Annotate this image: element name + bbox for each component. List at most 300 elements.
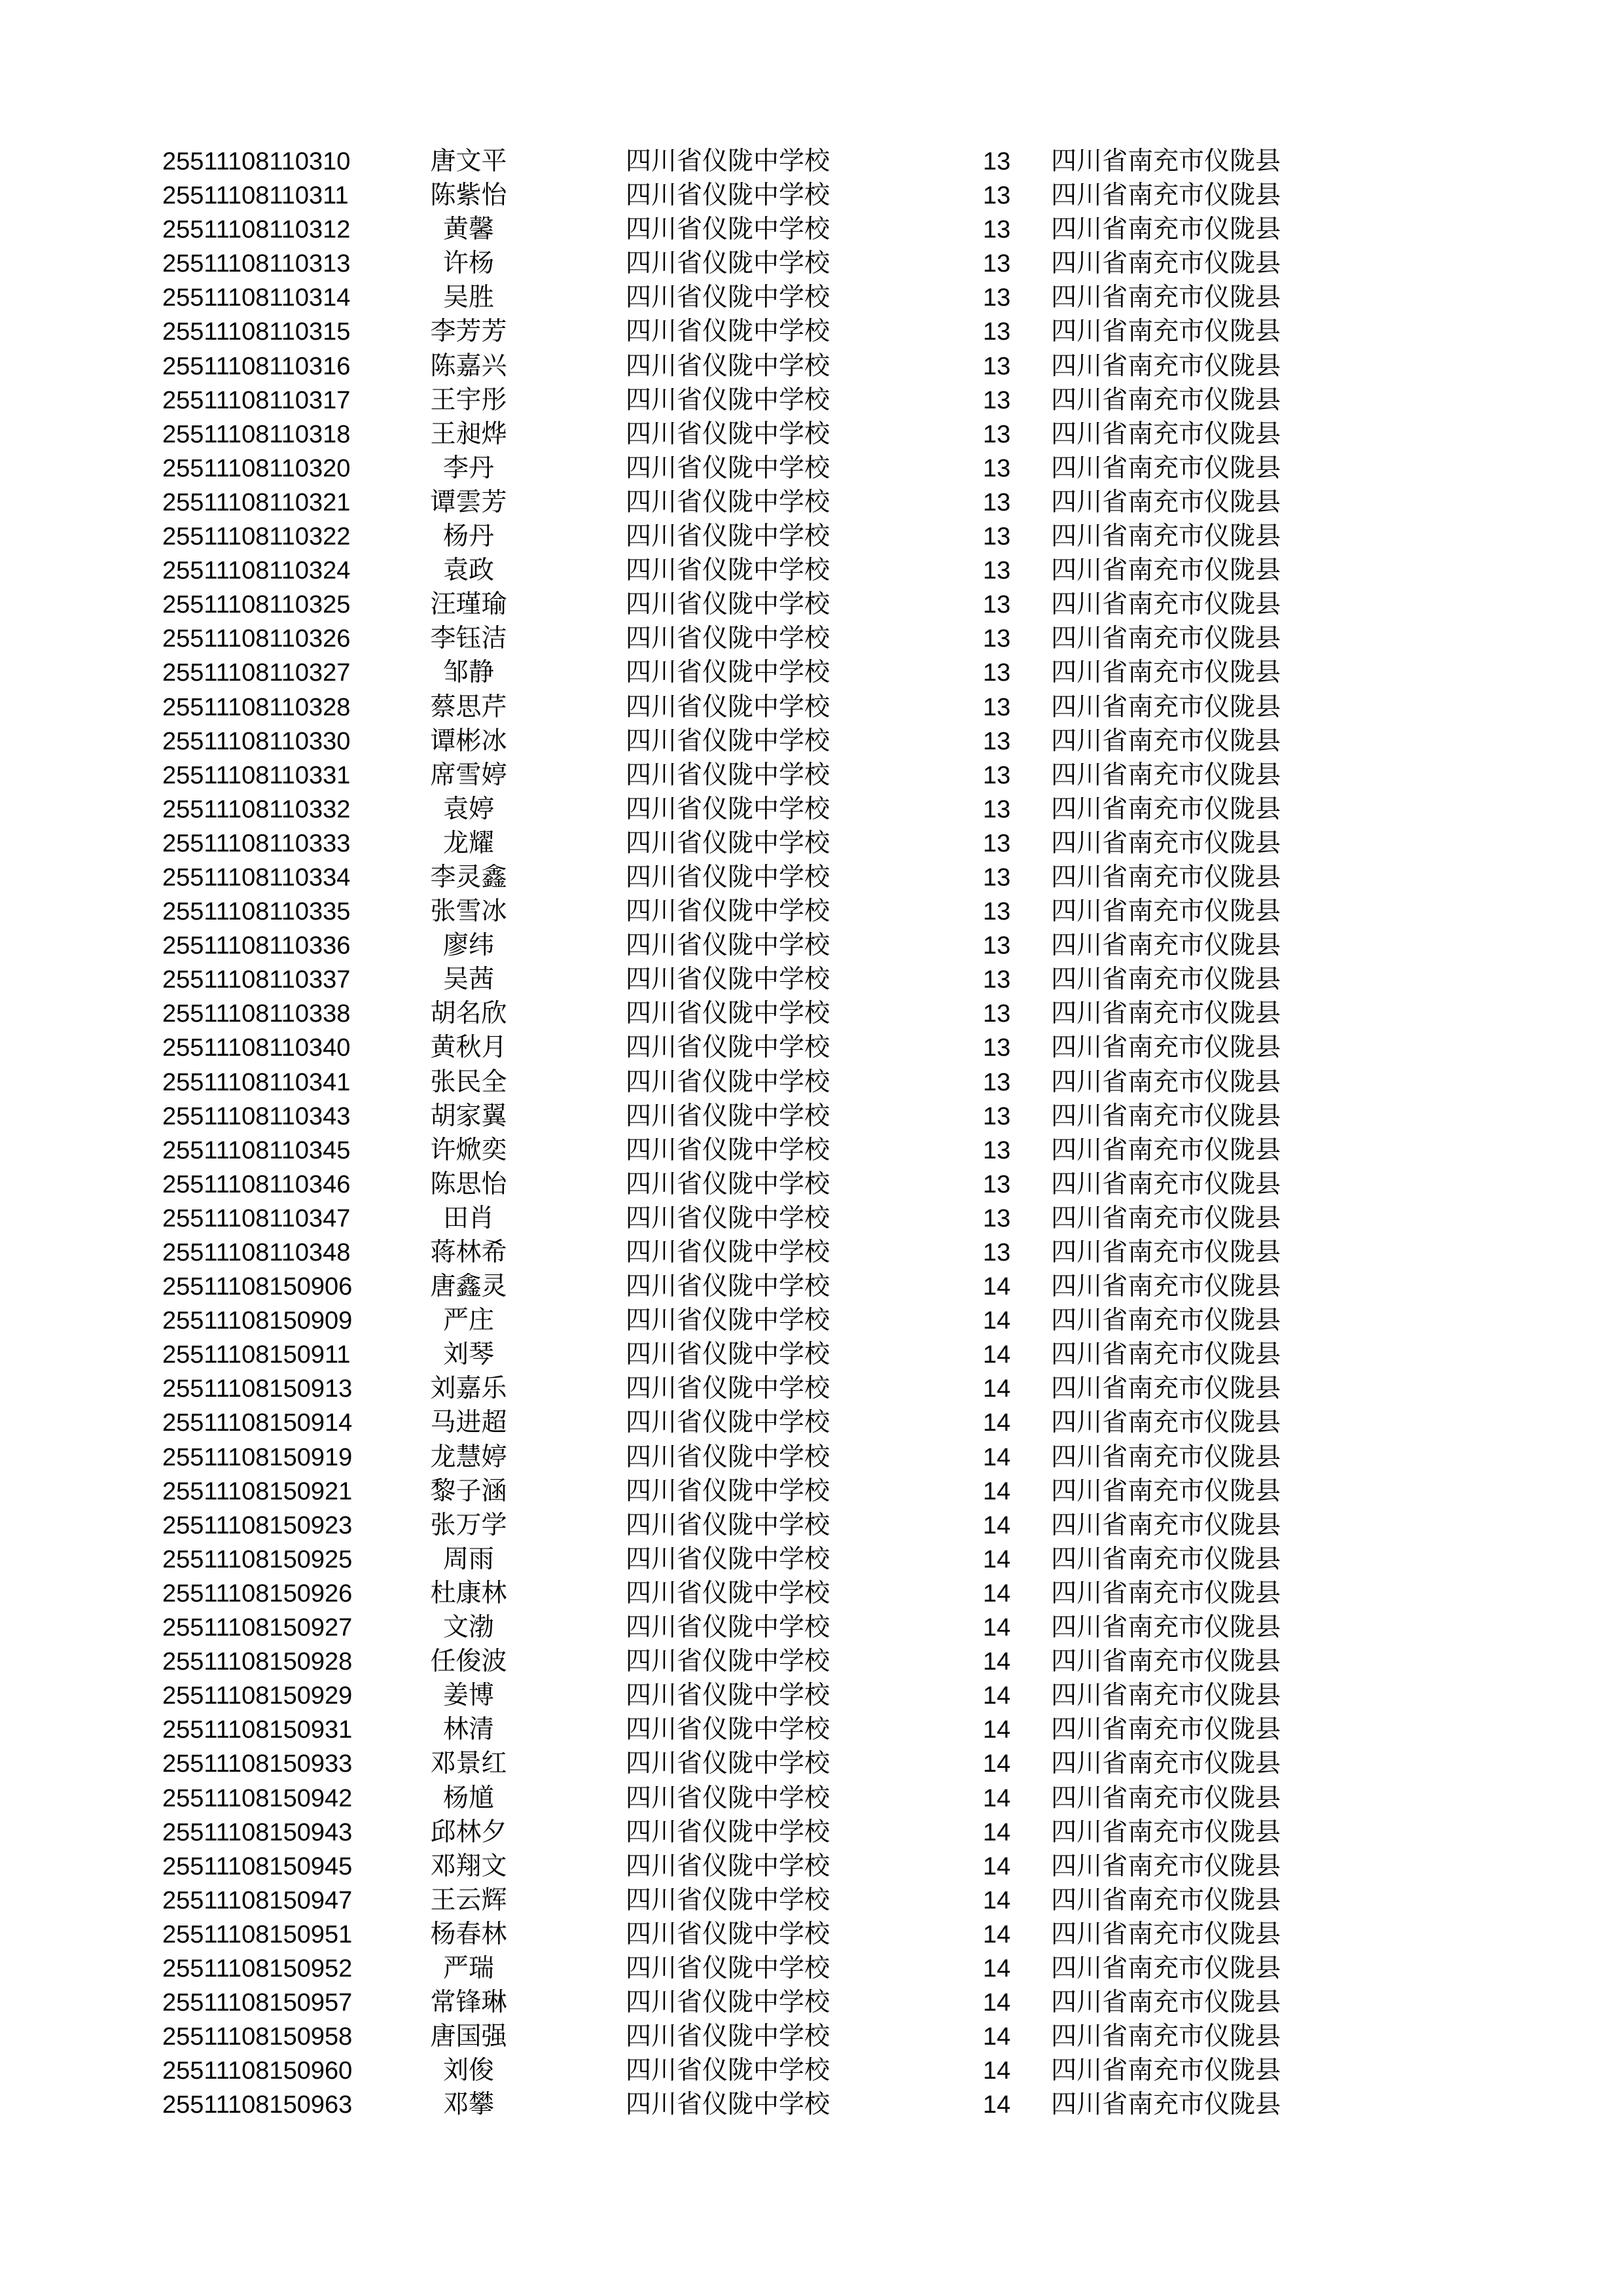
table-row	[162, 622, 1327, 656]
student-name-cell: 周雨	[442, 1544, 494, 1574]
region-cell: 四川省南充市仪陇县	[1051, 1681, 1281, 1711]
school-cell: 四川省仪陇中学校	[626, 2056, 830, 2086]
student-name-cell: 席雪婷	[430, 760, 507, 790]
student-name-cell: 蔡思芹	[430, 692, 507, 722]
student-name-cell: 李丹	[442, 453, 494, 483]
class-number-cell: 13	[982, 727, 1011, 755]
student-name-cell: 谭彬冰	[430, 726, 507, 756]
school-cell: 四川省仪陇中学校	[626, 897, 830, 927]
region-cell: 四川省南充市仪陇县	[1051, 1169, 1281, 1199]
student-name-cell: 张雪冰	[430, 897, 507, 927]
student-id-cell: 25511108110328	[162, 693, 351, 721]
region-cell: 四川省南充市仪陇县	[1051, 1851, 1281, 1881]
school-cell: 四川省仪陇中学校	[626, 215, 830, 245]
region-cell: 四川省南充市仪陇县	[1051, 249, 1281, 279]
region-cell: 四川省南充市仪陇县	[1051, 931, 1281, 961]
region-cell: 四川省南充市仪陇县	[1051, 999, 1281, 1029]
table-row	[162, 963, 1327, 997]
student-id-cell: 25511108110314	[162, 284, 351, 312]
student-name-cell: 张民全	[430, 1067, 507, 1097]
table-row	[162, 554, 1327, 588]
class-number-cell: 14	[982, 1341, 1011, 1369]
region-cell: 四川省南充市仪陇县	[1051, 1783, 1281, 1813]
student-name-cell: 任俊波	[430, 1647, 507, 1677]
region-cell: 四川省南充市仪陇县	[1051, 453, 1281, 483]
table-row	[162, 827, 1327, 861]
region-cell: 四川省南充市仪陇县	[1051, 181, 1281, 211]
student-id-cell: 25511108150927	[162, 1614, 353, 1642]
class-number-cell: 13	[982, 932, 1011, 960]
table-row	[162, 1747, 1327, 1781]
school-cell: 四川省仪陇中学校	[626, 794, 830, 824]
student-name-cell: 田肖	[442, 1203, 494, 1233]
student-name-cell: 杨丹	[442, 522, 494, 552]
table-row	[162, 1406, 1327, 1440]
student-name-cell: 常锋琳	[430, 1988, 507, 2018]
student-name-cell: 刘俊	[442, 2056, 494, 2086]
class-number-cell: 14	[982, 1886, 1011, 1914]
student-id-cell: 25511108110345	[162, 1136, 351, 1164]
class-number-cell: 13	[982, 659, 1011, 687]
class-number-cell: 13	[982, 898, 1011, 926]
table-row	[162, 1918, 1327, 1952]
school-cell: 四川省仪陇中学校	[626, 1306, 830, 1336]
student-id-cell: 25511108110326	[162, 625, 351, 653]
student-id-cell: 25511108150923	[162, 1511, 353, 1539]
student-id-cell: 25511108150933	[162, 1750, 353, 1778]
student-id-cell: 25511108110343	[162, 1102, 351, 1130]
student-name-cell: 杜康林	[430, 1578, 507, 1608]
student-name-cell: 廖纬	[442, 931, 494, 961]
table-row	[162, 929, 1327, 963]
table-row	[162, 1066, 1327, 1100]
class-number-cell: 13	[982, 523, 1011, 551]
class-number-cell: 13	[982, 386, 1011, 414]
class-number-cell: 13	[982, 352, 1011, 380]
student-name-cell: 刘嘉乐	[430, 1374, 507, 1404]
student-name-cell: 王云辉	[430, 1885, 507, 1915]
class-number-cell: 13	[982, 420, 1011, 448]
class-number-cell: 14	[982, 1818, 1011, 1846]
school-cell: 四川省仪陇中学校	[626, 1578, 830, 1608]
student-id-cell: 25511108150963	[162, 2091, 353, 2119]
student-name-cell: 邓翔文	[430, 1851, 507, 1881]
table-row	[162, 145, 1327, 179]
school-cell: 四川省仪陇中学校	[626, 931, 830, 961]
school-cell: 四川省仪陇中学校	[626, 1340, 830, 1370]
table-row	[162, 793, 1327, 827]
student-name-cell: 王昶烨	[430, 419, 507, 449]
class-number-cell: 14	[982, 1716, 1011, 1744]
school-cell: 四川省仪陇中学校	[626, 658, 830, 688]
class-number-cell: 14	[982, 1307, 1011, 1335]
student-id-cell: 25511108150909	[162, 1307, 353, 1335]
school-cell: 四川省仪陇中学校	[626, 1238, 830, 1267]
class-number-cell: 13	[982, 1204, 1011, 1232]
region-cell: 四川省南充市仪陇县	[1051, 1613, 1281, 1643]
region-cell: 四川省南充市仪陇县	[1051, 658, 1281, 688]
student-name-cell: 李灵鑫	[430, 862, 507, 892]
student-name-cell: 邓景红	[430, 1749, 507, 1779]
school-cell: 四川省仪陇中学校	[626, 1988, 830, 2018]
class-number-cell: 13	[982, 795, 1011, 823]
school-cell: 四川省仪陇中学校	[626, 1169, 830, 1199]
student-id-cell: 25511108110341	[162, 1068, 351, 1096]
school-cell: 四川省仪陇中学校	[626, 828, 830, 858]
class-number-cell: 13	[982, 557, 1011, 585]
table-row	[162, 1509, 1327, 1543]
student-name-cell: 严庄	[442, 1306, 494, 1336]
student-id-cell: 25511108110315	[162, 318, 351, 346]
class-number-cell: 13	[982, 761, 1011, 789]
student-id-cell: 25511108150958	[162, 2023, 353, 2051]
class-number-cell: 13	[982, 1102, 1011, 1130]
class-number-cell: 14	[982, 2057, 1011, 2085]
region-cell: 四川省南充市仪陇县	[1051, 1578, 1281, 1608]
student-id-cell: 25511108110336	[162, 932, 351, 960]
class-number-cell: 13	[982, 1034, 1011, 1062]
region-cell: 四川省南充市仪陇县	[1051, 215, 1281, 245]
student-name-cell: 汪瑾瑜	[430, 590, 507, 620]
region-cell: 四川省南充市仪陇县	[1051, 760, 1281, 790]
school-cell: 四川省仪陇中学校	[626, 1613, 830, 1643]
class-number-cell: 14	[982, 1750, 1011, 1778]
region-cell: 四川省南充市仪陇县	[1051, 1647, 1281, 1677]
region-cell: 四川省南充市仪陇县	[1051, 1067, 1281, 1097]
student-id-cell: 25511108110335	[162, 898, 351, 926]
student-id-cell: 25511108150925	[162, 1545, 353, 1573]
student-name-cell: 黄秋月	[430, 1033, 507, 1063]
class-number-cell: 14	[982, 1579, 1011, 1607]
student-name-cell: 严瑞	[442, 1953, 494, 1983]
school-cell: 四川省仪陇中学校	[626, 385, 830, 415]
student-name-cell: 林清	[442, 1715, 494, 1745]
school-cell: 四川省仪陇中学校	[626, 1067, 830, 1097]
student-name-cell: 杨春林	[430, 1919, 507, 1949]
class-number-cell: 13	[982, 829, 1011, 857]
table-row	[162, 656, 1327, 690]
student-id-cell: 25511108110338	[162, 1000, 351, 1028]
school-cell: 四川省仪陇中学校	[626, 2090, 830, 2120]
table-row	[162, 1645, 1327, 1679]
region-cell: 四川省南充市仪陇县	[1051, 1033, 1281, 1063]
student-name-cell: 姜博	[442, 1681, 494, 1711]
student-name-cell: 许焮奕	[430, 1135, 507, 1165]
student-id-cell: 25511108110310	[162, 148, 351, 175]
student-id-cell: 25511108110337	[162, 966, 351, 994]
school-cell: 四川省仪陇中学校	[626, 1476, 830, 1506]
school-cell: 四川省仪陇中学校	[626, 1033, 830, 1063]
table-row	[162, 1611, 1327, 1645]
student-id-cell: 25511108110327	[162, 659, 351, 687]
school-cell: 四川省仪陇中学校	[626, 1783, 830, 1813]
class-number-cell: 13	[982, 625, 1011, 653]
region-cell: 四川省南充市仪陇县	[1051, 1544, 1281, 1574]
class-number-cell: 13	[982, 284, 1011, 312]
student-id-cell: 25511108110325	[162, 591, 351, 619]
school-cell: 四川省仪陇中学校	[626, 862, 830, 892]
school-cell: 四川省仪陇中学校	[626, 1203, 830, 1233]
school-cell: 四川省仪陇中学校	[626, 1851, 830, 1881]
class-number-cell: 14	[982, 1784, 1011, 1812]
student-id-cell: 25511108150931	[162, 1716, 353, 1744]
class-number-cell: 14	[982, 1648, 1011, 1676]
table-row	[162, 1713, 1327, 1747]
school-cell: 四川省仪陇中学校	[626, 2022, 830, 2052]
table-row	[162, 2054, 1327, 2088]
class-number-cell: 13	[982, 591, 1011, 619]
school-cell: 四川省仪陇中学校	[626, 317, 830, 347]
table-row	[162, 350, 1327, 384]
student-name-cell: 唐文平	[430, 147, 507, 176]
table-row	[162, 1986, 1327, 2020]
region-cell: 四川省南充市仪陇县	[1051, 1442, 1281, 1472]
student-name-cell: 杨馗	[442, 1783, 494, 1813]
student-name-cell: 陈嘉兴	[430, 351, 507, 381]
class-number-cell: 13	[982, 216, 1011, 244]
class-number-cell: 13	[982, 693, 1011, 721]
region-cell: 四川省南充市仪陇县	[1051, 1953, 1281, 1983]
student-name-cell: 龙耀	[442, 828, 494, 858]
student-name-cell: 黄馨	[442, 215, 494, 245]
region-cell: 四川省南充市仪陇县	[1051, 1408, 1281, 1438]
school-cell: 四川省仪陇中学校	[626, 1953, 830, 1983]
student-name-cell: 王宇彤	[430, 385, 507, 415]
table-row	[162, 1952, 1327, 1986]
student-name-cell: 吴胜	[442, 283, 494, 313]
student-name-cell: 袁政	[442, 556, 494, 586]
class-number-cell: 13	[982, 488, 1011, 516]
class-number-cell: 13	[982, 1170, 1011, 1198]
student-name-cell: 李芳芳	[430, 317, 507, 347]
school-cell: 四川省仪陇中学校	[626, 590, 830, 620]
student-id-cell: 25511108150914	[162, 1409, 353, 1437]
school-cell: 四川省仪陇中学校	[626, 726, 830, 756]
region-cell: 四川省南充市仪陇县	[1051, 1340, 1281, 1370]
region-cell: 四川省南充市仪陇县	[1051, 1306, 1281, 1336]
student-name-cell: 吴茜	[442, 965, 494, 995]
student-name-cell: 龙慧婷	[430, 1442, 507, 1472]
student-name-cell: 蒋林希	[430, 1238, 507, 1267]
school-cell: 四川省仪陇中学校	[626, 760, 830, 790]
student-name-cell: 张万学	[430, 1510, 507, 1540]
table-row	[162, 861, 1327, 895]
class-number-cell: 14	[982, 1545, 1011, 1573]
class-number-cell: 13	[982, 966, 1011, 994]
region-cell: 四川省南充市仪陇县	[1051, 2022, 1281, 2052]
region-cell: 四川省南充市仪陇县	[1051, 556, 1281, 586]
school-cell: 四川省仪陇中学校	[626, 1681, 830, 1711]
student-id-cell: 25511108110311	[162, 182, 349, 210]
school-cell: 四川省仪陇中学校	[626, 283, 830, 313]
student-name-cell: 胡名欣	[430, 999, 507, 1029]
student-id-cell: 25511108150913	[162, 1375, 353, 1403]
class-number-cell: 14	[982, 1477, 1011, 1505]
table-row	[162, 2020, 1327, 2054]
region-cell: 四川省南充市仪陇县	[1051, 419, 1281, 449]
table-row	[162, 1134, 1327, 1168]
student-id-cell: 25511108110321	[162, 488, 351, 516]
class-number-cell: 13	[982, 318, 1011, 346]
table-row	[162, 1543, 1327, 1577]
student-id-cell: 25511108150943	[162, 1818, 353, 1846]
class-number-cell: 14	[982, 1954, 1011, 1982]
region-cell: 四川省南充市仪陇县	[1051, 624, 1281, 654]
student-name-cell: 陈思怡	[430, 1169, 507, 1199]
student-id-cell: 25511108110320	[162, 454, 351, 482]
school-cell: 四川省仪陇中学校	[626, 1749, 830, 1779]
region-cell: 四川省南充市仪陇县	[1051, 1101, 1281, 1131]
student-name-cell: 刘琴	[442, 1340, 494, 1370]
table-row	[162, 1475, 1327, 1509]
school-cell: 四川省仪陇中学校	[626, 1408, 830, 1438]
student-id-cell: 25511108150929	[162, 1682, 353, 1710]
region-cell: 四川省南充市仪陇县	[1051, 1715, 1281, 1745]
table-row	[162, 486, 1327, 520]
student-id-cell: 25511108150919	[162, 1443, 353, 1471]
student-id-cell: 25511108150947	[162, 1886, 353, 1914]
table-row	[162, 691, 1327, 725]
school-cell: 四川省仪陇中学校	[626, 147, 830, 176]
student-name-cell: 胡家翼	[430, 1101, 507, 1131]
student-id-cell: 25511108150945	[162, 1852, 353, 1880]
school-cell: 四川省仪陇中学校	[626, 1442, 830, 1472]
region-cell: 四川省南充市仪陇县	[1051, 1749, 1281, 1779]
student-id-cell: 25511108110333	[162, 829, 351, 857]
student-id-cell: 25511108150911	[162, 1341, 351, 1369]
student-list-table	[162, 145, 1327, 2122]
student-id-cell: 25511108110348	[162, 1239, 351, 1266]
student-id-cell: 25511108110316	[162, 352, 351, 380]
class-number-cell: 14	[982, 1273, 1011, 1301]
table-row	[162, 1884, 1327, 1918]
class-number-cell: 14	[982, 1443, 1011, 1471]
region-cell: 四川省南充市仪陇县	[1051, 351, 1281, 381]
region-cell: 四川省南充市仪陇县	[1051, 1919, 1281, 1949]
school-cell: 四川省仪陇中学校	[626, 181, 830, 211]
table-row	[162, 213, 1327, 247]
table-row	[162, 1031, 1327, 1065]
region-cell: 四川省南充市仪陇县	[1051, 862, 1281, 892]
region-cell: 四川省南充市仪陇县	[1051, 487, 1281, 517]
class-number-cell: 13	[982, 1000, 1011, 1028]
student-id-cell: 25511108110347	[162, 1204, 351, 1232]
table-row	[162, 281, 1327, 315]
school-cell: 四川省仪陇中学校	[626, 999, 830, 1029]
region-cell: 四川省南充市仪陇县	[1051, 385, 1281, 415]
class-number-cell: 13	[982, 182, 1011, 210]
student-name-cell: 邓攀	[442, 2090, 494, 2120]
school-cell: 四川省仪陇中学校	[626, 487, 830, 517]
region-cell: 四川省南充市仪陇县	[1051, 794, 1281, 824]
table-row	[162, 1338, 1327, 1372]
table-row	[162, 725, 1327, 759]
student-id-cell: 25511108150960	[162, 2057, 353, 2085]
school-cell: 四川省仪陇中学校	[626, 1919, 830, 1949]
school-cell: 四川省仪陇中学校	[626, 522, 830, 552]
student-name-cell: 许杨	[442, 249, 494, 279]
student-name-cell: 马进超	[430, 1408, 507, 1438]
class-number-cell: 13	[982, 863, 1011, 891]
school-cell: 四川省仪陇中学校	[626, 1135, 830, 1165]
school-cell: 四川省仪陇中学校	[626, 1647, 830, 1677]
table-row	[162, 247, 1327, 281]
table-row	[162, 1850, 1327, 1884]
table-row	[162, 1304, 1327, 1338]
school-cell: 四川省仪陇中学校	[626, 624, 830, 654]
class-number-cell: 14	[982, 1682, 1011, 1710]
region-cell: 四川省南充市仪陇县	[1051, 1238, 1281, 1267]
table-row	[162, 452, 1327, 486]
school-cell: 四川省仪陇中学校	[626, 556, 830, 586]
student-id-cell: 25511108150906	[162, 1273, 353, 1301]
class-number-cell: 13	[982, 1239, 1011, 1266]
school-cell: 四川省仪陇中学校	[626, 1374, 830, 1404]
student-name-cell: 袁婷	[442, 794, 494, 824]
student-id-cell: 25511108110313	[162, 250, 351, 278]
school-cell: 四川省仪陇中学校	[626, 419, 830, 449]
student-id-cell: 25511108110346	[162, 1170, 351, 1198]
region-cell: 四川省南充市仪陇县	[1051, 828, 1281, 858]
region-cell: 四川省南充市仪陇县	[1051, 897, 1281, 927]
table-row	[162, 2088, 1327, 2122]
school-cell: 四川省仪陇中学校	[626, 1817, 830, 1847]
region-cell: 四川省南充市仪陇县	[1051, 147, 1281, 176]
table-row	[162, 1270, 1327, 1304]
student-id-cell: 25511108110322	[162, 523, 351, 551]
table-row	[162, 179, 1327, 213]
table-row	[162, 759, 1327, 793]
student-id-cell: 25511108110324	[162, 557, 351, 585]
school-cell: 四川省仪陇中学校	[626, 1272, 830, 1302]
table-row	[162, 895, 1327, 929]
table-row	[162, 1100, 1327, 1134]
class-number-cell: 14	[982, 1920, 1011, 1948]
school-cell: 四川省仪陇中学校	[626, 1544, 830, 1574]
table-row	[162, 1168, 1327, 1202]
class-number-cell: 14	[982, 1852, 1011, 1880]
student-id-cell: 25511108150952	[162, 1954, 353, 1982]
region-cell: 四川省南充市仪陇县	[1051, 1203, 1281, 1233]
class-number-cell: 14	[982, 1375, 1011, 1403]
table-row	[162, 1441, 1327, 1475]
student-name-cell: 陈紫怡	[430, 181, 507, 211]
student-id-cell: 25511108150921	[162, 1477, 353, 1505]
student-id-cell: 25511108150942	[162, 1784, 353, 1812]
student-id-cell: 25511108110318	[162, 420, 351, 448]
school-cell: 四川省仪陇中学校	[626, 351, 830, 381]
table-row	[162, 1782, 1327, 1816]
table-row	[162, 1577, 1327, 1611]
region-cell: 四川省南充市仪陇县	[1051, 1988, 1281, 2018]
school-cell: 四川省仪陇中学校	[626, 1101, 830, 1131]
school-cell: 四川省仪陇中学校	[626, 1510, 830, 1540]
student-id-cell: 25511108110317	[162, 386, 351, 414]
student-id-cell: 25511108110330	[162, 727, 351, 755]
class-number-cell: 13	[982, 454, 1011, 482]
school-cell: 四川省仪陇中学校	[626, 1715, 830, 1745]
student-id-cell: 25511108110332	[162, 795, 351, 823]
student-name-cell: 邱林夕	[430, 1817, 507, 1847]
student-id-cell: 25511108150957	[162, 1989, 353, 2017]
student-id-cell: 25511108110312	[162, 216, 351, 244]
student-id-cell: 25511108150951	[162, 1920, 353, 1948]
region-cell: 四川省南充市仪陇县	[1051, 317, 1281, 347]
student-name-cell: 邹静	[442, 658, 494, 688]
table-row	[162, 1816, 1327, 1850]
class-number-cell: 14	[982, 1409, 1011, 1437]
student-name-cell: 李钰洁	[430, 624, 507, 654]
